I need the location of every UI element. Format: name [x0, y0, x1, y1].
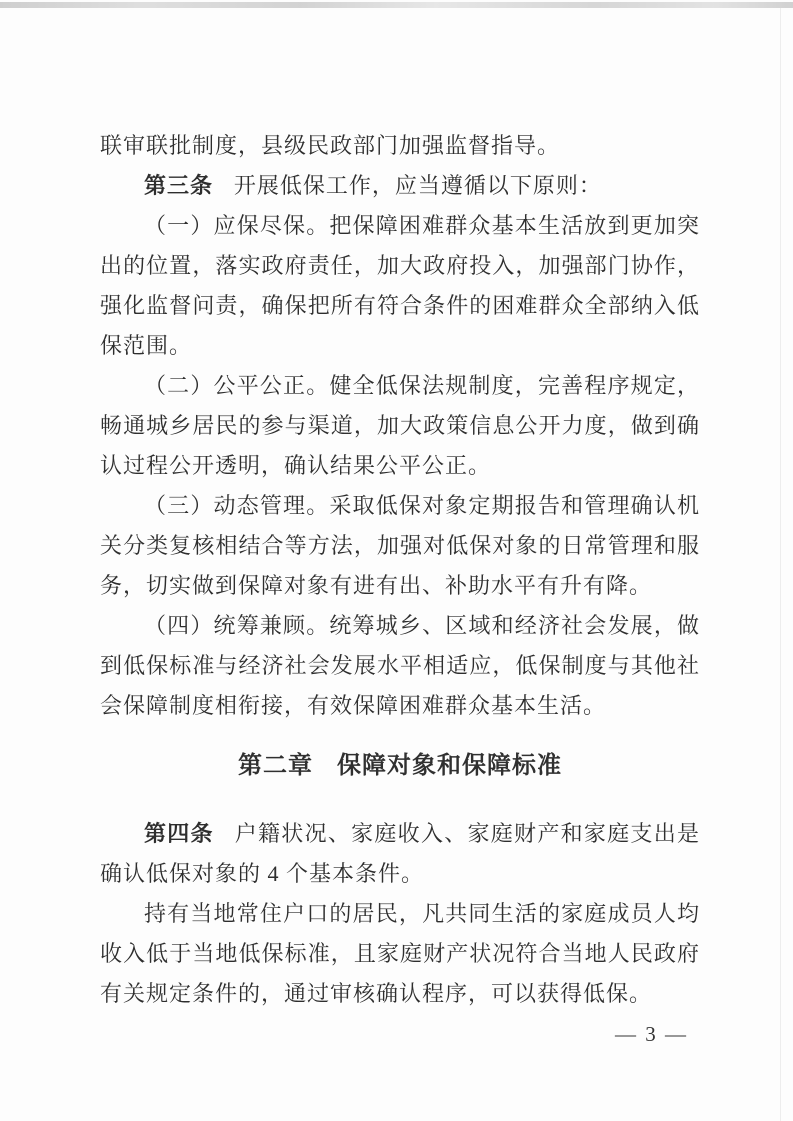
chapter-2-title: 保障对象和保障标准	[337, 752, 562, 779]
chapter-2-heading	[100, 746, 700, 786]
chapter-2-label: 第二章	[238, 752, 313, 779]
principle-item-2: （二）公平公正。健全低保法规制度，完善程序规定，畅通城乡居民的参与渠道，加大政策信息公开力度，做到确认过程公开透明，确认结果公平公正。	[100, 373, 700, 478]
page-number: — 3 —	[615, 1022, 688, 1046]
article-3-clause	[100, 166, 700, 206]
paragraph-carryover: 联审联批制度，县级民政部门加强监督指导。	[100, 133, 561, 158]
principle-item-4: （四）统筹兼顾。统筹城乡、区域和经济社会发展，做到低保标准与经济社会发展水平相适应，低保制度与其他社会保障制度相衔接，有效保障困难群众基本生活。	[100, 613, 700, 718]
paragraph-eligibility: 持有当地常住户口的居民，凡共同生活的家庭成员人均收入低于当地低保标准，且家庭财产状况符合当地人民政府有关规定条件的，通过审核确认程序，可以获得低保。	[100, 901, 700, 1006]
document-content	[100, 0, 700, 1014]
article-4-label: 第四条	[144, 821, 214, 846]
scan-edge-right-artifact	[780, 8, 781, 1121]
article-3-text: 开展低保工作，应当遵循以下原则：	[233, 173, 602, 198]
principle-item-1: （一）应保尽保。把保障困难群众基本生活放到更加突出的位置，落实政府责任，加大政府投入，加强部门协作，强化监督问责，确保把所有符合条件的困难群众全部纳入低保范围。	[100, 213, 700, 358]
article-4-text: 户籍状况、家庭收入、家庭财产和家庭支出是确认低保对象的 4 个基本条件。	[100, 821, 700, 886]
article-3-label: 第三条	[144, 173, 214, 198]
principle-item-3: （三）动态管理。采取低保对象定期报告和管理确认机关分类复核相结合等方法，加强对低保对象的日常管理和服务，切实做到保障对象有进有出、补助水平有升有降。	[100, 493, 700, 598]
article-4-clause	[100, 814, 700, 894]
